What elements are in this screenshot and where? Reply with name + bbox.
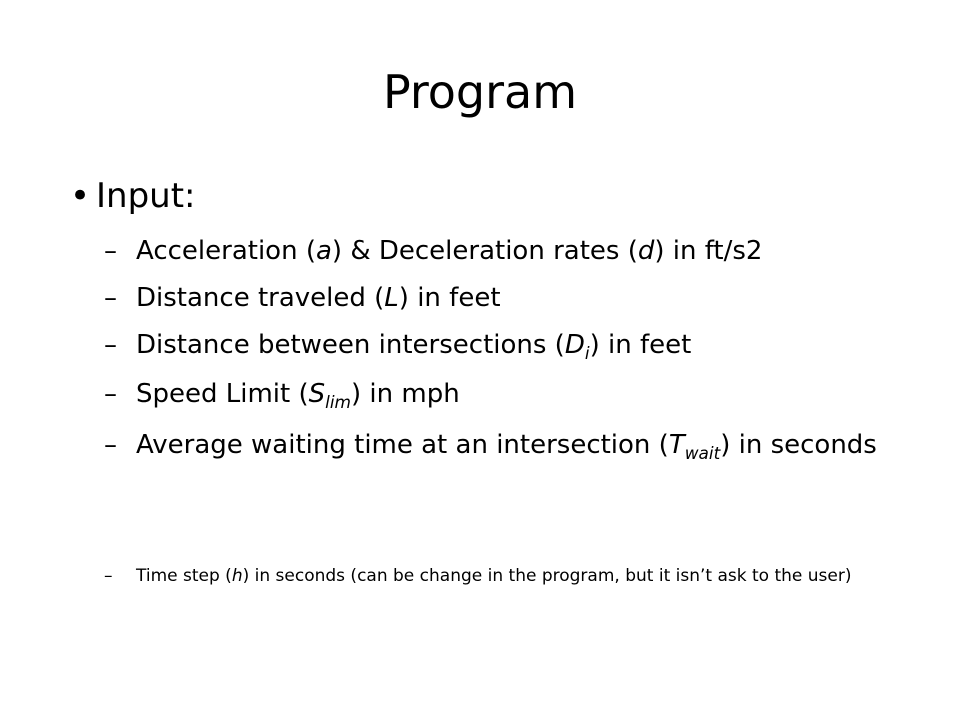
list-item-speed-limit (104, 379, 914, 413)
dash-icon: – (104, 566, 113, 586)
list-item-waiting-time (104, 430, 914, 464)
list-item-intersections (104, 330, 914, 364)
dash-icon: – (104, 236, 117, 266)
list-item-text: Average waiting time at an intersection $(T_{wait})$ in seconds (136, 430, 877, 464)
list-item-text: Distance traveled (L) in feet (136, 283, 501, 313)
list-item-text: Speed Limit $(S_{lim})$ in mph (136, 379, 460, 413)
bullet-label: Input: (96, 176, 196, 216)
bullet-input (70, 174, 196, 218)
dash-icon: – (104, 330, 117, 360)
bullet-icon: • (70, 176, 91, 216)
list-item-time-step (104, 565, 914, 588)
dash-icon: – (104, 430, 117, 460)
dash-icon: – (104, 379, 117, 409)
list-item-text: Time step (h) in seconds (can be change in the program, but it isn’t ask to the user) (136, 566, 852, 586)
dash-icon: – (104, 283, 117, 313)
list-item-acceleration (104, 236, 914, 267)
list-item-distance (104, 283, 914, 314)
list-item-text: Acceleration (a) & Deceleration rates (d) in ft/s2 (136, 236, 763, 266)
list-item-text: Distance between intersections $(D_i)$ in feet (136, 330, 692, 364)
slide-title: Program (382, 65, 578, 119)
